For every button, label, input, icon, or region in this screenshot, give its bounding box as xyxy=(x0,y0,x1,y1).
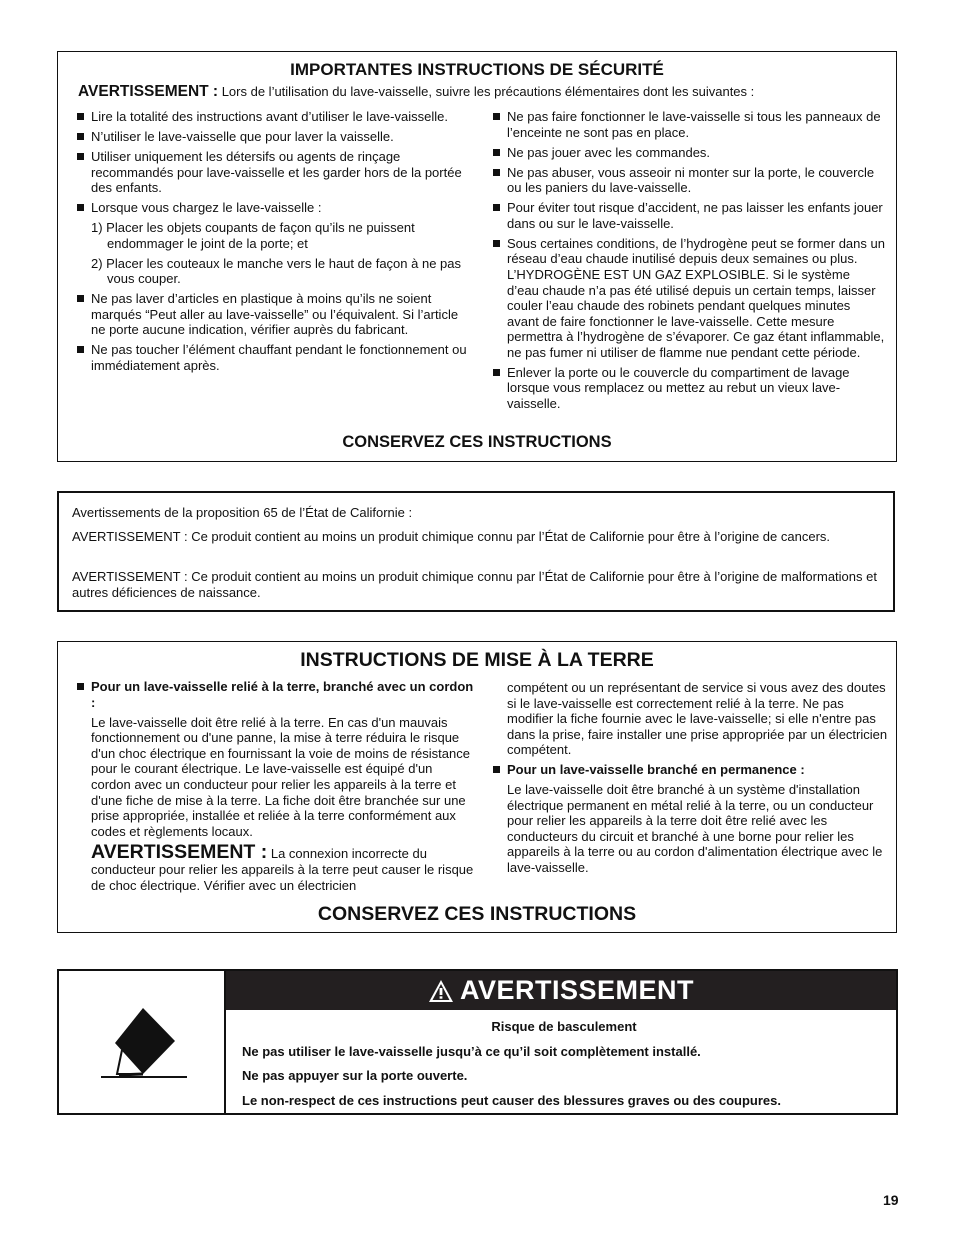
square-bullet-icon xyxy=(493,169,500,176)
grounding-instructions-box xyxy=(57,641,897,933)
square-bullet-icon xyxy=(77,346,84,353)
list-item: Ne pas faire fonctionner le lave-vaisselle si tous les panneaux de l’enceinte ne sont pas en place. xyxy=(493,109,885,140)
list-item: Ne pas toucher l’élément chauffant pendant le fonctionnement ou immédiatement après. xyxy=(77,342,469,373)
list-item: Ne pas jouer avec les commandes. xyxy=(493,145,885,161)
sub-list-item: 2) Placer les couteaux le manche vers le haut de façon à ne pas vous couper. xyxy=(91,255,461,287)
list-item: Sous certaines conditions, de l’hydrogène peut se former dans un réseau d’eau chaude inutilisé depuis deux semaines ou plus. L’HYDROGÈNE EST UN GAZ EXPLOSIBLE. Si le système d’eau chaude n’a pas été utilisé depuis un certain temps, laisser couler l’eau chaude des robinets pendant quelques minutes avant de faire fonctionner le lave-vaisselle. Cette mesure permettra à l’hydrogène de s’évaporer. Ce gaz étant inflammable, ne pas fumer ni utiliser de flamme nue pendant cette période. xyxy=(493,236,885,361)
square-bullet-icon xyxy=(77,133,84,140)
grounding-permanent-text: Le lave-vaisselle doit être branché à un système d'installation électrique permanent en métal relié à la terre, ou un conducteur pour relier les appareils à la terre doit être relié avec les conducteurs du circuit et branché à une borne pour relier les appareils à la terre ou au cordon d'alimentation électrique avec le lave-vaisselle. xyxy=(507,781,883,875)
tip-over-warning-box xyxy=(57,969,898,1115)
square-bullet-icon xyxy=(77,113,84,120)
grounding-warning xyxy=(91,841,475,893)
list-item: Pour un lave-vaisselle branché en permanence : xyxy=(493,762,891,778)
prop65-warning-birth: AVERTISSEMENT : Ce produit contient au moins un produit chimique connu par l’État de Californie pour être à l’origine de malformations et autres déficiences de naissance. xyxy=(72,569,877,600)
list-item: Lire la totalité des instructions avant d’utiliser le lave-vaisselle. xyxy=(77,109,469,125)
square-bullet-icon xyxy=(493,113,500,120)
list-item: Pour éviter tout risque d’accident, ne pas laisser les enfants jouer dans ou sur le lave-vaisselle. xyxy=(493,200,885,231)
tip-warning-line: Ne pas utiliser le lave-vaisselle jusqu’à ce qu’il soit complètement installé. xyxy=(242,1043,701,1059)
page-number: 19 xyxy=(883,1192,899,1208)
warning-banner xyxy=(226,971,896,1010)
prop65-intro: Avertissements de la proposition 65 de l’État de Californie : xyxy=(72,505,413,520)
square-bullet-icon xyxy=(493,369,500,376)
sub-list-item: 1) Placer les objets coupants de façon qu’ils ne puissent endommager le joint de la porte; et xyxy=(91,220,415,251)
list-item: N’utiliser le lave-vaisselle que pour laver la vaisselle. xyxy=(77,129,469,145)
square-bullet-icon xyxy=(77,295,84,302)
square-bullet-icon xyxy=(493,204,500,211)
safety-warning-line xyxy=(78,83,886,101)
tip-over-icon-panel xyxy=(59,971,226,1113)
warning-banner-text: AVERTISSEMENT xyxy=(459,975,695,1005)
grounding-left-column xyxy=(77,679,475,893)
tip-warning-heading: Risque de basculement xyxy=(491,1019,637,1034)
grounding-cord-text: Le lave-vaisselle doit être relié à la terre. En cas d'un mauvais fonctionnement ou d'une panne, la mise à terre réduira le risque d'un choc électrique en fournissant la voie de moins de résistance pour le courant électrique. Le lave-vaisselle est équipé d'un cordon avec un conducteur pour relier les appareils à la terre et d'une fiche de mise à la terre. La fiche doit être branchée sur une prise appropriée, installée et reliée à la terre conformément aux codes et règlements locaux. xyxy=(91,714,470,839)
safety-warning-label: AVERTISSEMENT : xyxy=(78,83,219,100)
grounding-title: INSTRUCTIONS DE MISE À LA TERRE xyxy=(300,649,654,671)
safety-warning-text: Lors de l’utilisation du lave-vaisselle, suivre les précautions élémentaires dont les suivantes : xyxy=(218,84,755,99)
square-bullet-icon xyxy=(493,766,500,773)
safety-left-column xyxy=(77,109,469,378)
grounding-right-column xyxy=(493,680,891,876)
safety-footer: CONSERVEZ CES INSTRUCTIONS xyxy=(342,433,612,451)
tip-warning-lines xyxy=(242,1019,886,1117)
square-bullet-icon xyxy=(77,204,84,211)
list-item: Utiliser uniquement les détersifs ou agents de rinçage recommandés pour lave-vaisselle et les garder hors de la portée des enfants. xyxy=(77,149,469,196)
square-bullet-icon xyxy=(77,153,84,160)
square-bullet-icon xyxy=(493,149,500,156)
square-bullet-icon xyxy=(493,240,500,247)
grounding-continued-text: compétent ou un représentant de service si vous avez des doutes si le lave-vaisselle est correctement relié à la terre. Ne pas modifier la fiche fournie avec le lave-vaisselle; si elle n'entre pas dans la prise, faire installer une prise appropriée par un électricien compétent. xyxy=(507,680,888,758)
safety-instructions-box xyxy=(57,51,897,462)
list-item: Ne pas abuser, vous asseoir ni monter sur la porte, le couvercle ou les paniers du lave-vaisselle. xyxy=(493,165,885,196)
list-item: Ne pas laver d’articles en plastique à moins qu’ils ne soient marqués “Peut aller au lave-vaisselle” ou l’équivalent. Si l’article ne porte aucune indication, vérifier auprès du fabricant. xyxy=(77,291,469,338)
safety-right-column xyxy=(493,109,885,416)
grounding-warning-label: AVERTISSEMENT : xyxy=(91,841,268,864)
list-item: Pour un lave-vaisselle relié à la terre, branché avec un cordon : xyxy=(77,679,475,710)
grounding-footer: CONSERVEZ CES INSTRUCTIONS xyxy=(317,903,637,925)
list-item: Lorsque vous chargez le lave-vaisselle : xyxy=(77,200,469,216)
tip-over-hazard-icon xyxy=(59,971,224,1113)
list-item: Enlever la porte ou le couvercle du compartiment de lavage lorsque vous remplacez ou mettez au rebut un vieux lave-vaisselle. xyxy=(493,365,885,412)
safety-title: IMPORTANTES INSTRUCTIONS DE SÉCURITÉ xyxy=(290,60,664,79)
warning-triangle-icon xyxy=(428,979,454,1003)
grounding-warning-text: La connexion incorrecte du conducteur pour relier les appareils à la terre peut causer le risque de choc électrique. Vérifier avec un électricien xyxy=(91,846,474,893)
prop65-box xyxy=(57,491,895,612)
tip-warning-line: Le non-respect de ces instructions peut causer des blessures graves ou des coupures. xyxy=(242,1092,781,1108)
square-bullet-icon xyxy=(77,683,84,690)
tip-warning-line: Ne pas appuyer sur la porte ouverte. xyxy=(242,1068,468,1083)
prop65-warning-cancer: AVERTISSEMENT : Ce produit contient au moins un produit chimique connu par l’État de Californie pour être à l’origine de cancers. xyxy=(72,529,831,544)
